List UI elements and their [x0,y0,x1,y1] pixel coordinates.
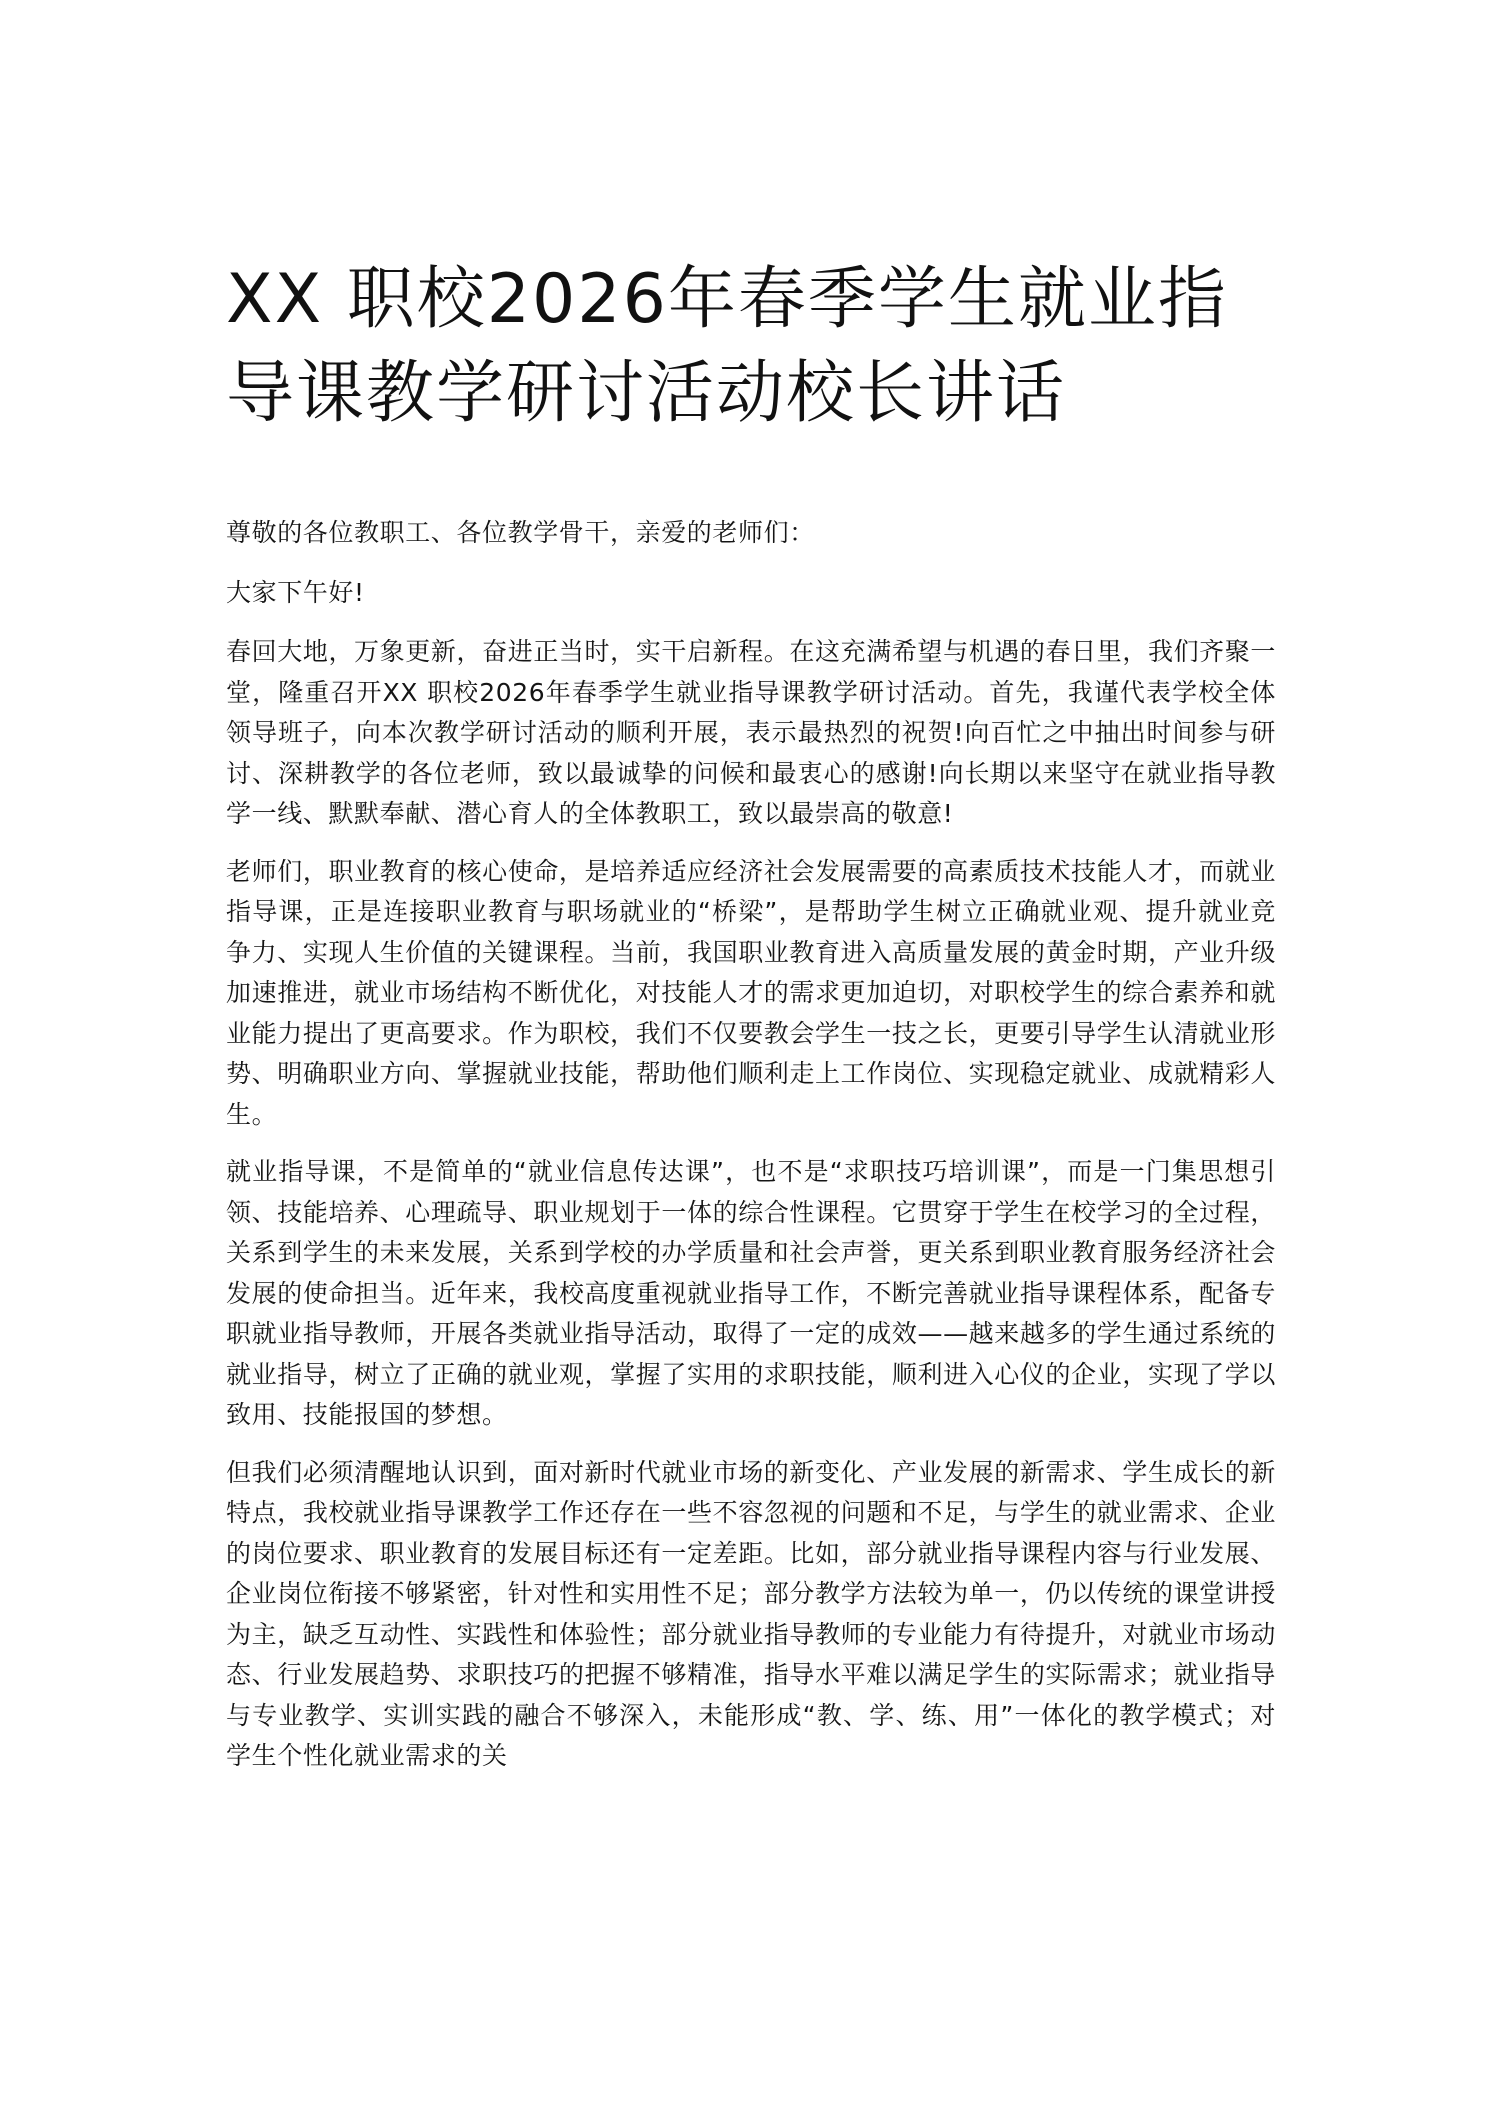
paragraph-problems: 但我们必须清醒地认识到，面对新时代就业市场的新变化、产业发展的新需求、学生成长的新特点，我校就业指导课教学工作还存在一些不容忽视的问题和不足，与学生的就业需求、企业的岗位要求、职业教育的发展目标还有一定差距。比如，部分就业指导课程内容与行业发展、企业岗位衔接不够紧密，针对性和实用性不足；部分教学方法较为单一，仍以传统的课堂讲授为主，缺乏互动性、实践性和体验性；部分就业指导教师的专业能力有待提升，对就业市场动态、行业发展趋势、求职技巧的把握不够精准，指导水平难以满足学生的实际需求；就业指导与专业教学、实训实践的融合不够深入，未能形成“教、学、练、用”一体化的教学模式；对学生个性化就业需求的关 [226,1457,1276,1770]
paragraph-opening: 春回大地，万象更新，奋进正当时，实干启新程。在这充满希望与机遇的春日里，我们齐聚一堂，隆重召开XX 职校2026年春季学生就业指导课教学研讨活动。首先，我谨代表学校全体领导班子，向本次教学研讨活动的顺利开展，表示最热烈的祝贺!向百忙之中抽出时间参与研讨、深耕教学的各位老师，致以最诚挚的问候和最衷心的感谢!向长期以来坚守在就业指导教学一线、默默奉献、潜心育人的全体教职工，致以最崇高的敬意! [226,637,1276,828]
paragraph-mission: 老师们，职业教育的核心使命，是培养适应经济社会发展需要的高素质技术技能人才，而就业指导课，正是连接职业教育与职场就业的“桥梁”，是帮助学生树立正确就业观、提升就业竞争力、实现人生价值的关键课程。当前，我国职业教育进入高质量发展的黄金时期，产业升级加速推进，就业市场结构不断优化，对技能人才的需求更加迫切，对职校学生的综合素养和就业能力提出了更高要求。作为职校，我们不仅要教会学生一技之长，更要引导学生认清就业形势、明确职业方向、掌握就业技能，帮助他们顺利走上工作岗位、实现稳定就业、成就精彩人生。 [226,856,1276,1129]
document-body [226,513,1276,1794]
salutation: 尊敬的各位教职工、各位教学骨干，亲爱的老师们： [226,518,815,547]
document-title: XX 职校2026年春季学生就业指导课教学研讨活动校长讲话 [226,260,1228,433]
paragraph-course-role: 就业指导课，不是简单的“就业信息传达课”，也不是“求职技巧培训课”，而是一门集思想引领、技能培养、心理疏导、职业规划于一体的综合性课程。它贯穿于学生在校学习的全过程，关系到学生的未来发展，关系到学校的办学质量和社会声誉，更关系到职业教育服务经济社会发展的使命担当。近年来，我校高度重视就业指导工作，不断完善就业指导课程体系，配备专职就业指导教师，开展各类就业指导活动，取得了一定的成效——越来越多的学生通过系统的就业指导，树立了正确的就业观，掌握了实用的求职技能，顺利进入心仪的企业，实现了学以致用、技能报国的梦想。 [226,1157,1276,1429]
greeting: 大家下午好! [226,577,365,607]
